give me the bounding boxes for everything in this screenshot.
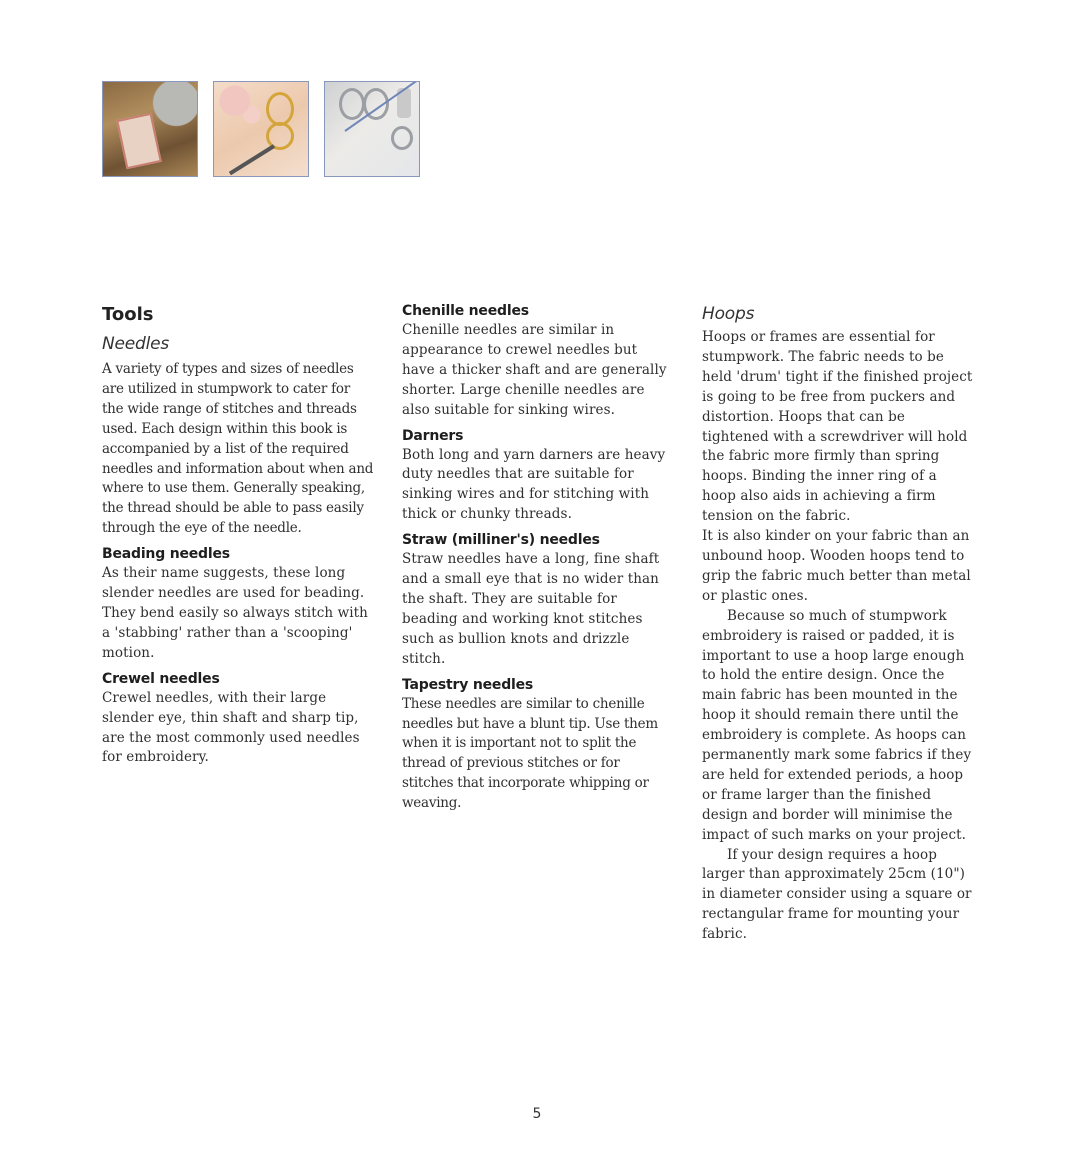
gold-scissors-image	[213, 81, 309, 177]
text-chenille-needles: Chenille needles are similar in appearance to crewel needles but have a thicker shaft and are generally shorter. Large chenille needles are also suitable for sinking wires.	[402, 322, 667, 418]
page-number: 5	[532, 1106, 542, 1122]
hoops-paragraph-1: Hoops or frames are essential for stumpwork. The fabric needs to be held 'drum' tight if the finished project is going to be free from puckers and distortion. Hoops that can be tightened with a screwdriver will hold the fabric more firmly than spring hoops. Binding the inner ring of a hoop also aids in achieving a firm tension on the fabric.	[702, 329, 973, 525]
needles-intro: A variety of types and sizes of needles are utilized in stumpwork to cater for the wide range of stitches and threads used. Each design within this book is accompanied by a list of the required needles and information about when and where to use them. Generally speaking, the thread should be able to pass easily through the eye of the needle.	[102, 361, 374, 537]
thumbnail-strip	[102, 81, 420, 177]
heading-chenille-needles: Chenille needles	[402, 303, 529, 319]
scissor-handle-shape	[391, 126, 413, 150]
heading-tapestry-needles: Tapestry needles	[402, 676, 534, 693]
text-beading-needles: As their name suggests, these long slender needles are used for beading. They bend easily so always stitch with a 'stabbing' rather than a 'scooping' motion.	[102, 565, 368, 661]
heading-darners: Darners	[402, 427, 464, 444]
section-title-hoops: Hoops	[702, 304, 755, 324]
hoops-paragraph-3: Because so much of stumpwork embroidery is raised or padded, it is important to use a hoop large enough to hold the entire design. Once the main fabric has been mounted in the hoop it should remain there until the embroidery is complete. As hoops can permanently mark some fabrics if they are held for extended periods, a hoop or frame larger than the finished design and border will minimise the impact of such marks on your project.	[702, 607, 972, 843]
text-tapestry-needles: These needles are similar to chenille needles but have a blunt tip. Use them when it is important not to split the thread of previous stitches or for stitches that incorporate whipping or weaving.	[402, 695, 658, 812]
hoops-paragraph-2: It is also kinder on your fabric than an unbound hoop. Wooden hoops tend to grip the fabric much better than metal or plastic ones.	[702, 528, 971, 604]
scissor-handle-shape	[339, 88, 365, 120]
scissor-handle-shape	[266, 92, 294, 126]
text-crewel-needles: Crewel needles, with their large slender eye, thin shaft and sharp tip, are the most commonly used needles for embroidery.	[102, 689, 360, 766]
heading-crewel-needles: Crewel needles	[102, 670, 220, 687]
heading-straw-needles: Straw (milliner's) needles	[402, 532, 600, 549]
text-straw-needles: Straw needles have a long, fine shaft and a small eye that is no wider than the shaft. They are suitable for beading and working knot stitches such as bullion knots and drizzle stitch.	[402, 551, 660, 667]
scissor-blade-shape	[229, 144, 275, 175]
text-darners: Both long and yarn darners are heavy duty needles that are suitable for sinking wires and for stitching with thick or chunky threads.	[402, 446, 666, 523]
silver-scissors-image	[324, 81, 420, 177]
hoops-paragraph-4: If your design requires a hoop larger than approximately 25cm (10") in diameter consider using a square or rectangular frame for mounting your fabric.	[702, 846, 972, 943]
column-needle-types	[402, 300, 674, 814]
column-hoops	[702, 300, 974, 945]
section-title-needles: Needles	[102, 334, 170, 354]
heading-beading-needles: Beading needles	[102, 546, 230, 563]
needles-packet-image	[102, 81, 198, 177]
page-title: Tools	[102, 304, 154, 325]
column-needles	[102, 300, 374, 768]
needle-packet-shape	[116, 113, 162, 169]
